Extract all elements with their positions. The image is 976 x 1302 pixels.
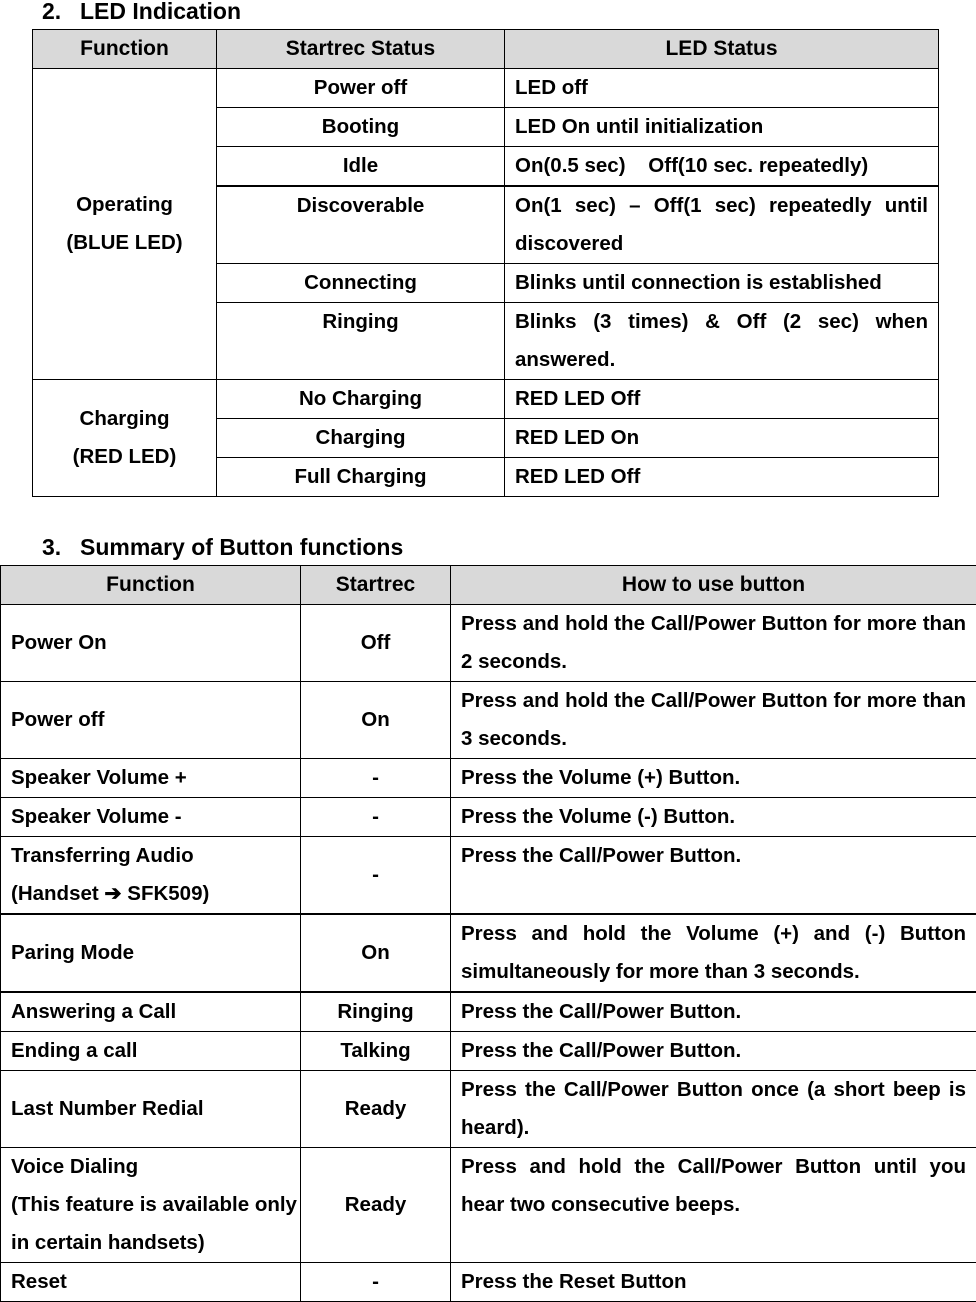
function-cell: Answering a Call — [1, 992, 301, 1032]
led-cell: RED LED Off — [505, 380, 939, 419]
function-cell: Reset — [1, 1263, 301, 1302]
table-row — [1, 837, 976, 915]
status-cell: Power off — [217, 69, 505, 108]
how-cell: Press and hold the Volume (+) and (-) Button simultaneously for more than 3 seconds. — [451, 914, 976, 992]
led-cell: LED On until initialization — [505, 108, 939, 147]
led-cell: On(0.5 sec) Off(10 sec. repeatedly) — [505, 147, 939, 187]
table-row — [1, 682, 976, 759]
table-row — [1, 759, 976, 798]
status-cell: Discoverable — [217, 186, 505, 264]
how-cell: Press the Call/Power Button once (a short beep is heard). — [451, 1071, 976, 1148]
table-row — [1, 1032, 976, 1071]
function-cell: Power off — [1, 682, 301, 759]
startrec-cell: Ready — [301, 1071, 451, 1148]
header-startrec-status: Startrec Status — [217, 30, 505, 69]
table-header-row — [1, 566, 976, 605]
section-2-heading — [42, 0, 241, 24]
led-cell: On(1 sec) – Off(1 sec) repeatedly until discovered — [505, 186, 939, 264]
startrec-cell: - — [301, 759, 451, 798]
how-cell: Press the Call/Power Button. — [451, 837, 976, 915]
startrec-cell: Talking — [301, 1032, 451, 1071]
function-cell: Speaker Volume - — [1, 798, 301, 837]
led-cell: Blinks (3 times) & Off (2 sec) when answered. — [505, 303, 939, 380]
header-startrec: Startrec — [301, 566, 451, 605]
header-led-status: LED Status — [505, 30, 939, 69]
table-row — [1, 1263, 976, 1302]
how-cell: Press and hold the Call/Power Button until you hear two consecutive beeps. — [451, 1148, 976, 1263]
led-cell: RED LED On — [505, 419, 939, 458]
startrec-cell: - — [301, 837, 451, 915]
status-cell: Connecting — [217, 264, 505, 303]
section-2-title: LED Indication — [80, 0, 241, 24]
led-cell: RED LED Off — [505, 458, 939, 497]
table-row — [1, 1071, 976, 1148]
group-operating-function: Operating (BLUE LED) — [33, 69, 217, 380]
status-cell: No Charging — [217, 380, 505, 419]
led-indication-table — [32, 29, 939, 497]
status-cell: Idle — [217, 147, 505, 187]
function-cell: Voice Dialing (This feature is available only in certain handsets) — [1, 1148, 301, 1263]
startrec-cell: Ready — [301, 1148, 451, 1263]
led-cell: LED off — [505, 69, 939, 108]
how-cell: Press the Volume (-) Button. — [451, 798, 976, 837]
led-cell: Blinks until connection is established — [505, 264, 939, 303]
section-3-title: Summary of Button functions — [80, 534, 403, 560]
section-3-heading — [42, 534, 403, 560]
status-cell: Full Charging — [217, 458, 505, 497]
how-cell: Press and hold the Call/Power Button for more than 2 seconds. — [451, 605, 976, 682]
how-cell: Press the Volume (+) Button. — [451, 759, 976, 798]
function-cell: Paring Mode — [1, 914, 301, 992]
header-how-to-use: How to use button — [451, 566, 976, 605]
function-cell: Speaker Volume + — [1, 759, 301, 798]
table-row — [1, 914, 976, 992]
startrec-cell: Ringing — [301, 992, 451, 1032]
table-header-row — [33, 30, 939, 69]
startrec-cell: Off — [301, 605, 451, 682]
table-row — [33, 380, 939, 419]
how-cell: Press the Call/Power Button. — [451, 992, 976, 1032]
how-cell: Press and hold the Call/Power Button for more than 3 seconds. — [451, 682, 976, 759]
startrec-cell: - — [301, 1263, 451, 1302]
table-row — [1, 605, 976, 682]
header-function: Function — [33, 30, 217, 69]
function-cell: Power On — [1, 605, 301, 682]
how-cell: Press the Reset Button — [451, 1263, 976, 1302]
how-cell: Press the Call/Power Button. — [451, 1032, 976, 1071]
table-row — [1, 798, 976, 837]
group-charging-function: Charging (RED LED) — [33, 380, 217, 497]
function-cell: Transferring Audio (Handset ➔ SFK509) — [1, 837, 301, 915]
status-cell: Ringing — [217, 303, 505, 380]
table-row — [33, 69, 939, 108]
function-cell: Ending a call — [1, 1032, 301, 1071]
startrec-cell: On — [301, 914, 451, 992]
status-cell: Booting — [217, 108, 505, 147]
button-functions-table — [0, 565, 976, 1302]
header-function: Function — [1, 566, 301, 605]
startrec-cell: On — [301, 682, 451, 759]
table-row — [1, 992, 976, 1032]
status-cell: Charging — [217, 419, 505, 458]
section-3-number: 3. — [42, 534, 80, 560]
function-cell: Last Number Redial — [1, 1071, 301, 1148]
startrec-cell: - — [301, 798, 451, 837]
section-2-number: 2. — [42, 0, 80, 24]
table-row — [1, 1148, 976, 1263]
